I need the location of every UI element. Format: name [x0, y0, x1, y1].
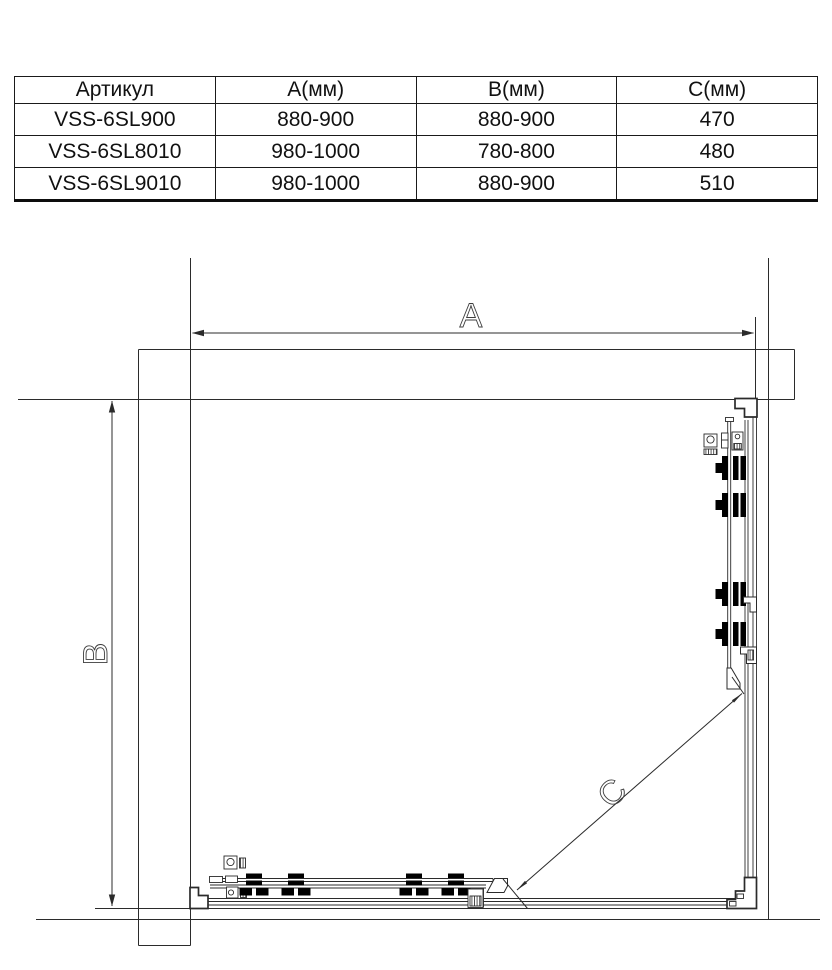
- table-cell: 880-900: [215, 104, 416, 136]
- roller: [716, 493, 754, 517]
- right-door-assembly: [704, 399, 757, 909]
- wall-profile-corner: [190, 888, 208, 909]
- dim-label-c: C: [590, 771, 635, 816]
- table-cell: VSS-6SL8010: [15, 136, 216, 168]
- column-header: Артикул: [15, 77, 216, 104]
- dim-label-a: A: [459, 297, 483, 335]
- table-header-row: [15, 77, 818, 104]
- dimension-b: [77, 401, 115, 907]
- table-cell: VSS-6SL900: [15, 104, 216, 136]
- table-row: [15, 104, 818, 136]
- table-body: [15, 104, 818, 201]
- mount-bracket: [224, 856, 246, 869]
- walls-and-outline: [18, 258, 820, 946]
- roller: [716, 622, 754, 646]
- table-cell: 980-1000: [215, 168, 416, 201]
- dim-label-b: B: [77, 642, 115, 666]
- table-row: [15, 168, 818, 201]
- roller: [716, 456, 754, 480]
- table-cell: 480: [617, 136, 818, 168]
- wall-profile-corner: [735, 399, 757, 418]
- table-cell: 880-900: [416, 168, 617, 201]
- column-header: В(мм): [416, 77, 617, 104]
- table-cell: 470: [617, 104, 818, 136]
- dimensions-table: [14, 76, 818, 202]
- table-cell: 780-800: [416, 136, 617, 168]
- column-header: А(мм): [215, 77, 416, 104]
- table-row: [15, 136, 818, 168]
- table-cell: 980-1000: [215, 136, 416, 168]
- mount-bracket: [704, 434, 717, 455]
- table-cell: VSS-6SL9010: [15, 168, 216, 201]
- column-header: С(мм): [617, 77, 818, 104]
- bottom-door-assembly: [190, 856, 757, 909]
- guide-block: [732, 432, 743, 450]
- table-cell: 880-900: [416, 104, 617, 136]
- dimension-a: [192, 297, 754, 336]
- table-cell: 510: [617, 168, 818, 201]
- dimension-c: [503, 677, 744, 909]
